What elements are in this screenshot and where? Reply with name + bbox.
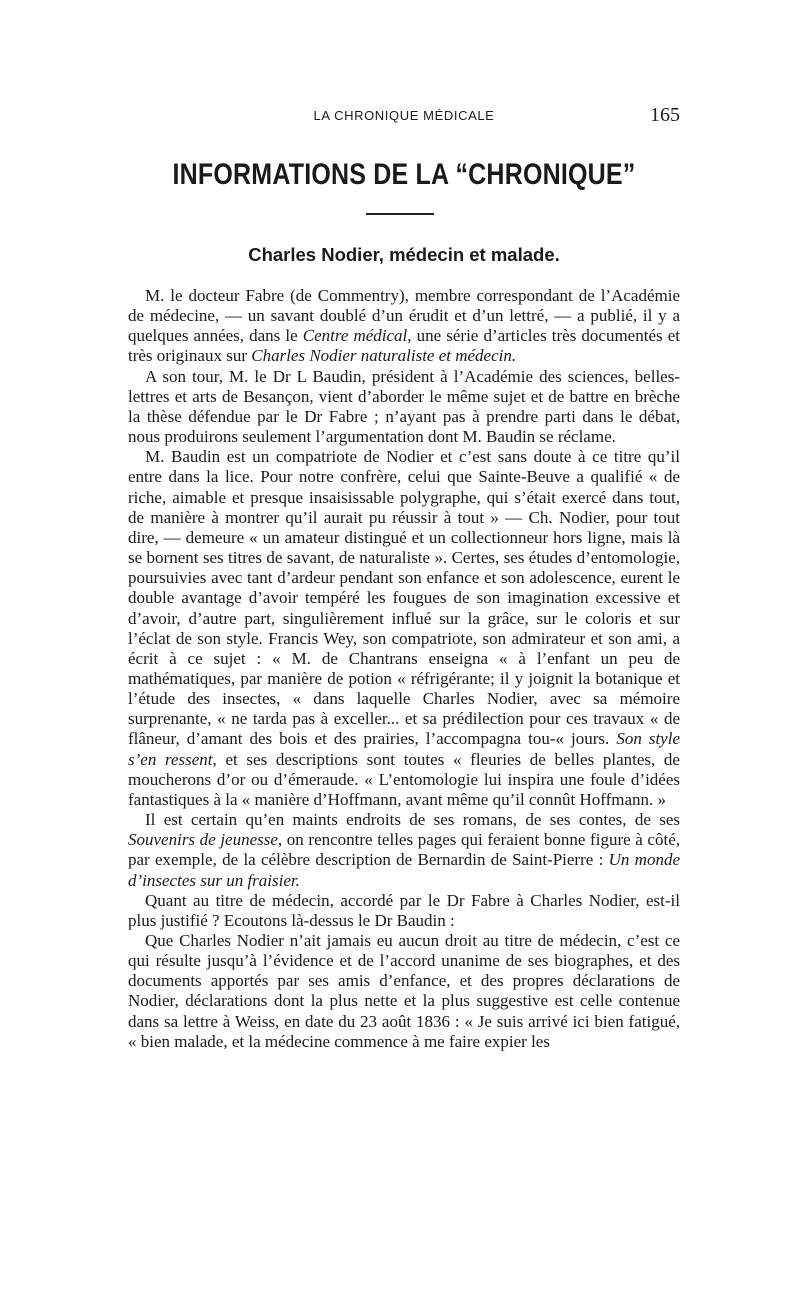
paragraph-text: Que Charles Nodier n’ait jamais eu aucun droit au titre de médecin, c’est ce qui résulte jusqu’à l’évidence et de l’accord unanime de ses biographes, et des documents apportés par ses amis d’enfance, et des propres déclarations de Nodier, déclarations dont la plus nette et la plus suggestive est celle contenue dans sa lettre à Weiss, en date du 23 août 1836 : « Je suis arrivé ici bien fatigué, « bien malade, et la médecine commence à me faire expier les xyxy=(128,931,680,1051)
paragraph-text: M. le docteur Fabre (de Commentry), membre correspondant de l’Académie de médecine, — un savant doublé d’un érudit et d’un lettré, — a publié, il y a quelques années, dans le xyxy=(128,286,680,346)
italic-text: Charles Nodier naturaliste et médecin. xyxy=(251,346,517,366)
paragraph xyxy=(128,810,680,891)
paragraph xyxy=(128,286,680,367)
italic-text: Son style s’en ressent xyxy=(128,729,680,769)
italic-text: Souvenirs de jeunesse xyxy=(128,830,278,850)
section-heading: INFORMATIONS DE LA “CHRONIQUE” xyxy=(172,158,636,192)
paragraph xyxy=(128,367,680,448)
paragraph-text: A son tour, M. le Dr L Baudin, président à l’Académie des sciences, belles-lettres et arts de Besançon, vient d’aborder le même sujet et de battre en brèche la thèse défendue par le Dr Fabre ; n’ayant pas à prendre parti dans le débat, nous produirons seulement l’argumentation dont M. Baudin se réclame. xyxy=(128,366,680,447)
italic-text: Centre médical xyxy=(302,326,408,346)
page-number: 165 xyxy=(650,104,680,126)
article-body xyxy=(128,286,680,1052)
paragraph-text: , une série d’articles très documentés et très originaux sur xyxy=(128,326,680,366)
paragraph-text: , et ses descriptions sont toutes « fleuries de belles plantes, de moucherons d’or ou d’émeraude. « L’entomologie lui inspira une foule d’idées fantastiques à la « manière d’Hoffmann, avant même qu’il connût Hoffmann. » xyxy=(128,749,680,809)
paragraph xyxy=(128,891,680,931)
paragraph xyxy=(128,931,680,1052)
paragraph-text: M. Baudin est un compatriote de Nodier et c’est sans doute à ce titre qu’il entre dans la lice. Pour notre confrère, celui que Sainte-Beuve a qualifié « de riche, aimable et presque insaisissable polygraphe, qui s’était exercé dans tout, de manière à montrer qu’il aurait pu réussir à tout » — Ch. Nodier, pour tout dire, — demeure « un amateur distingué et un collectionneur hors ligne, mais là se bornent ses titres de savant, de naturaliste ». Certes, ses études d’entomologie, poursuivies avec tant d’ardeur pendant son enfance et son adolescence, eurent le double avantage d’avoir tempéré les fougues de son imagination excessive et d’avoir, d’autre part, singulièrement influé sur la grâce, sur le coloris et sur l’éclat de son style. Francis Wey, son compatriote, son admirateur et son ami, a écrit à ce sujet : « M. de Chantrans enseigna « à l’enfant un peu de mathématiques, par manière de potion « réfrigérante; il y joignit la botanique et l’étude des insectes, « dans laquelle Charles Nodier, avec sa mémoire surprenante, « ne tarda pas à exceller... et sa prédilection pour ces travaux « de flâneur, d’amant des bois et des prairies, l’accompagna tou-« jours. xyxy=(128,447,680,749)
running-head xyxy=(128,104,680,128)
divider-rule xyxy=(366,213,434,215)
article-title: Charles Nodier, médecin et malade. xyxy=(248,244,560,265)
paragraph-text: , on rencontre telles pages qui feraient bonne figure à côté, par exemple, de la célèbre description de Bernardin de Saint-Pierre : xyxy=(128,830,680,870)
paragraph xyxy=(128,447,680,810)
running-title: LA CHRONIQUE MÉDICALE xyxy=(313,108,495,123)
italic-text: Un monde d’insectes sur un fraisier. xyxy=(128,850,680,890)
paragraph-text: Quant au titre de médecin, accordé par le Dr Fabre à Charles Nodier, est-il plus justifié ? Ecoutons là-dessus le Dr Baudin : xyxy=(128,890,680,930)
paragraph-text: Il est certain qu’en maints endroits de ses romans, de ses contes, de ses xyxy=(145,810,680,830)
